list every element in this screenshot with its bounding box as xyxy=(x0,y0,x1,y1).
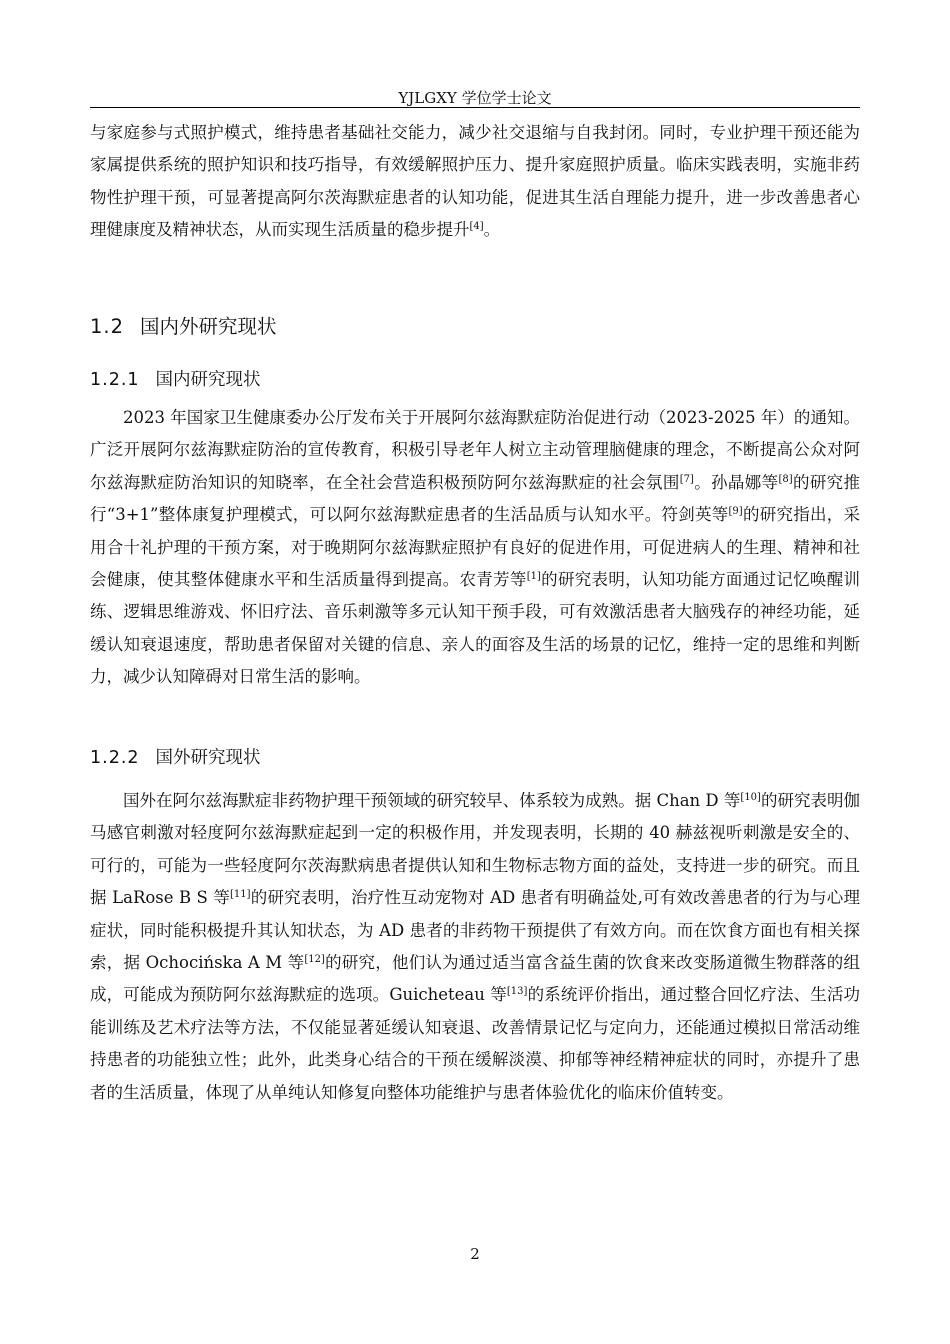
subsection-title: 国外研究现状 xyxy=(155,748,261,768)
citation-4: [4] xyxy=(469,221,484,233)
subsection-title: 国内研究现状 xyxy=(155,370,261,390)
section-title: 国内外研究现状 xyxy=(140,315,277,338)
page-number: 2 xyxy=(470,1245,480,1263)
citation-10: [10] xyxy=(740,792,761,803)
subsection-number: 1.2.1 xyxy=(90,370,140,390)
text-segment: 2023 年国家卫生健康委办公厅发布关于开展阿尔兹海默症防治促进行动（2023-2025 年）的通知。广泛开展阿尔兹海默症防治的宣传教育，积极引导老年人树立主动管理脑健康的理念，不断提高公众对阿尔兹海默症防治知识的知晓率，在全社会营造积极预防阿尔兹海默症的社会氛围 xyxy=(90,408,860,492)
section-heading-1-2-1 xyxy=(90,367,261,393)
text-segment: 的研究表明，认知功能方面通过记忆唤醒训练、逻辑思维游戏、怀旧疗法、音乐刺激等多元认知干预手段，可有效激活患者大脑残存的神经功能，延缓认知衰退速度，帮助患者保留对关键的信息、亲人的面容及生活的场景的记忆，维持一定的思维和判断力，减少认知障碍对日常生活的影响。 xyxy=(90,570,861,687)
section-number: 1.2 xyxy=(90,315,125,338)
section-heading-1-2 xyxy=(90,313,277,341)
intro-text: 与家庭参与式照护模式，维持患者基础社交能力，减少社交退缩与自我封闭。同时，专业护理干预还能为家属提供系统的照护知识和技巧指导，有效缓解照护压力、提升家庭照护质量。临床实践表明，实施非药物性护理干预，可显著提高阿尔茨海默症患者的认知功能，促进其生活自理能力提升，进一步改善患者心理健康度及精神状态，从而实现生活质量的稳步提升 xyxy=(90,123,860,240)
text-segment: 的研究表明伽马感官刺激对轻度阿尔兹海默症起到一定的积极作用，并发现表明，长期的 40 赫兹视听刺激是安全的、可行的，可能为一些轻度阿尔茨海默病患者提供认知和生物标志物方面的益处，支持进一步的研究。而且据 LaRose B S 等 xyxy=(90,791,860,908)
text-segment: 的研究表明，治疗性互动宠物对 AD 患者有明确益处,可有效改善患者的行为与心理症状，同时能积极提升其认知状态，为 AD 患者的非药物干预提供了有效方向。而在饮食方面也有相关探索，据 Ochocińska A M 等 xyxy=(90,888,860,973)
text-segment: 的研究推行“3+1”整体康复护理模式，可以阿尔兹海默症患者的生活品质与认知水平。符剑英等 xyxy=(90,472,861,525)
domestic-research-paragraph xyxy=(90,402,860,694)
citation-1: [1] xyxy=(526,571,541,583)
citation-12: [12] xyxy=(304,954,325,966)
text-segment: 的研究，他们认为通过适当富含益生菌的饮食来改变肠道微生物群落的组成，可能成为预防阿尔兹海默症的选项。Guicheteau 等 xyxy=(90,953,861,1005)
foreign-research-paragraph xyxy=(90,785,860,1109)
header-rule xyxy=(90,107,860,108)
subsection-number: 1.2.2 xyxy=(90,748,140,768)
text-segment: 。孙晶娜等 xyxy=(693,472,779,492)
intro-paragraph xyxy=(90,117,860,247)
citation-7: [7] xyxy=(679,473,694,485)
text-segment: 的系统评价指出，通过整合回忆疗法、生活功能训练及艺术疗法等方法，不仅能显著延缓认知衰退、改善情景记忆与定向力，还能通过模拟日常活动维持患者的功能独立性；此外，此类身心结合的干预在缓解淡漠、抑郁等神经精神症状的同时，亦提升了患者的生活质量，体现了从单纯认知修复向整体功能维护与患者体验优化的临床价值转变。 xyxy=(90,985,861,1102)
citation-9: [9] xyxy=(728,506,743,518)
intro-end: 。 xyxy=(483,220,501,240)
citation-11: [11] xyxy=(230,889,251,901)
text-segment: 国外在阿尔兹海默症非药物护理干预领域的研究较早、体系较为成熟。据 Chan D 等 xyxy=(123,791,741,810)
text-segment: 的研究指出，采用合十礼护理的干预方案，对于晚期阿尔兹海默症照护有良好的促进作用，可促进病人的生理、精神和社会健康，使其整体健康水平和生活质量得到提高。农青芳等 xyxy=(90,505,860,590)
section-heading-1-2-2 xyxy=(90,745,261,771)
citation-8: [8] xyxy=(778,473,793,485)
running-header: YJLGXY 学位学士论文 xyxy=(398,89,552,107)
citation-13: [13] xyxy=(506,986,528,998)
